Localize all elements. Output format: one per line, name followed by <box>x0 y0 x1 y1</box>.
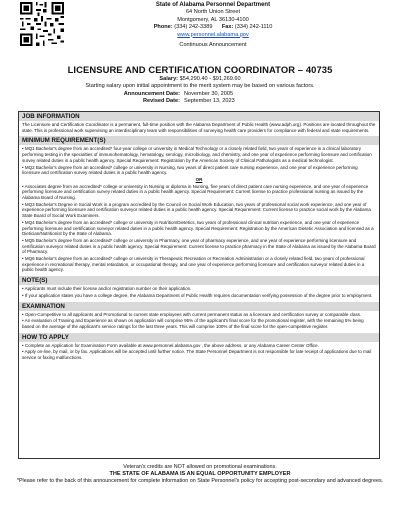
note-item: • If your application states you have a college degree, the Alabama Department of Public Health requires documentation verifying possession of the degree prior to employment. <box>22 292 373 298</box>
revised-date-label: Revised Date: <box>143 98 180 105</box>
salary-value: $54,290.40 - $91,269.60 <box>179 76 241 82</box>
salary-label: Salary: <box>159 76 179 82</box>
department-header <box>108 2 318 49</box>
revised-date-value: September 13, 2023 <box>184 98 235 105</box>
min-req-body <box>19 145 379 276</box>
fax-number: (334) 242-1110 <box>234 24 273 31</box>
veterans-note: Veteran's credits are NOT allowed on promotional examinations. <box>123 464 277 470</box>
notes-heading: NOTE(S) <box>19 276 379 285</box>
min-req-item: • MQ6 Bachelor's degree from an accredited* college or university in Therapeutic Recreation or Recreation Administration or a closely related field, two years of professional experience in recreational therapy, mental retardation, or occupational therapy, and one year of experience performing licensure and certification surveyor related duties in a public health agency. <box>22 256 365 273</box>
job-info-body <box>19 121 379 136</box>
fax-label: Fax: <box>221 24 234 31</box>
apply-item: • Apply on-line, by mail, or by fax. Applications will be accepted until further notice. The State Personnel Department is not responsible for late receipt of applications due to mail service or faxing malfunctions. <box>22 349 372 361</box>
job-info-heading: JOB INFORMATION <box>19 112 379 121</box>
details-box <box>18 111 380 459</box>
footer <box>0 464 400 485</box>
degree-policy-note: *Please refer to the back of this announcement for complete information on State Personnel's policy for accepting post-secondary and advanced degrees. <box>16 477 384 484</box>
department-name: State of Alabama Personnel Department <box>155 2 271 8</box>
min-req-item: • MQ4 Bachelor's degree from an accredited* college or university in Nutrition/Dietetics, two years of professional clinical nutrition experience, and one year of experience performing licensure and certification surveyor related duties in a public health agency. Special Requirement: Registration by the American Dietetic Association and licensed as a Dietician/Nutritionist by the State of Alabama. <box>22 219 374 237</box>
address-line-1: 64 North Union Street <box>185 9 241 16</box>
exam-item: • Open-Competitive to all applicants and Promotional to current state employees with current permanent status as a licensure and certification survey or comparable class. <box>22 311 362 317</box>
announcement-date-row <box>121 91 235 98</box>
salary-block <box>0 76 400 90</box>
notes-body <box>19 285 379 301</box>
min-req-item: • MQ2 Bachelor's degree from an accredited* college or university in Nursing, two years of direct patient care nursing experience, and one year of experience performing licensure and certification survey related duties in a public health agency. <box>22 164 358 176</box>
dates-block <box>121 91 235 106</box>
min-req-item: • Associates degree from an accredited* college or university in Nursing or diploma in Nursing, five years of direct patient care nursing experience, and one year of experience performing licensure and certification survey related duties in a public health agency. Special Requirement: Current license to practice professional nursing as issued by the Alabama Board of Nursing. <box>22 183 369 201</box>
website-link[interactable]: www.personnel.alabama.gov <box>177 31 249 38</box>
contact-line <box>108 24 318 31</box>
exam-heading: EXAMINATION <box>19 302 379 311</box>
qr-code-icon <box>20 2 64 46</box>
exam-body <box>19 311 379 333</box>
phone-label: Phone: <box>153 24 173 31</box>
revised-date-row <box>121 98 235 105</box>
exam-item: • An evaluation of Training and Experience as shown on application will comprise 95% of the applicant's final score for the promotional register, with the remaining 5% being based on the average of the applicant's service ratings for the last three years. This will comprise 100% of the final score for the open-competitive register. <box>22 318 364 329</box>
phone-number: (334) 242-3389 <box>174 24 213 31</box>
job-info-text: The Licensure and Certification Coordinator is a permanent, full-time position with the Alabama Department of Public Health (www.adph.org). Positions are located throughout the state. This is professional work supervising an interdisciplinary team with responsibilities of surveying health care providers for compliance with federal and state requirements. <box>22 122 376 133</box>
apply-heading: HOW TO APPLY <box>19 333 379 342</box>
apply-item: • Complete an Application for Examination Form available at www.personnel.alabama.gov , the above address, or any Alabama Career Center Office. <box>22 342 319 348</box>
min-req-heading: MINIMUM REQUIREMENT(S) <box>19 136 379 145</box>
equal-opportunity-statement: THE STATE OF ALABAMA IS AN EQUAL OPPORTUNITY EMPLOYER <box>109 470 291 477</box>
min-req-item: • MQ1 Bachelor's degree from an accredited* four-year college or university in Medical Technology or a closely related field, two years of experience in a clinical laboratory performing testing in the specialties of immunohematology, hematology, serology, microbiology, and chemistry, and one year of experience performing licensure and certification survey related duties in a public health agency. Special Requirement: Registration by the American Society of Clinical Pathologists as a medical technologist. <box>22 146 372 163</box>
job-title: LICENSURE AND CERTIFICATION COORDINATOR – 40735 <box>67 64 333 75</box>
or-separator: OR <box>195 176 203 182</box>
address-line-2: Montgomery, AL 36130-4100 <box>177 16 249 23</box>
min-req-item: • MQ3 Bachelor's Degree in Social Work in a program accredited by the Council on Social Work Education, two years of professional social work experience, and one year of experience performing licensure and certification surveyor related duties in a public health agency. Special Requirement: Current license to practice social work by the Alabama State Board of Social Work Examiners. <box>22 201 371 219</box>
announcement-date-label: Announcement Date: <box>123 91 180 97</box>
salary-note: Starting salary upon initial appointment to the merit system may be based on various factors. <box>85 83 315 90</box>
min-req-item: • MQ5 Bachelor's degree from an accredited* college or university in Pharmacy, one year of pharmacy experience, and one year of experience performing licensure and certification surveyor related duties in a public health agency. Special Requirement: Current license to practice pharmacy in the State of Alabama as issued by the Alabama Board of Pharmacy. <box>22 237 376 255</box>
apply-body <box>19 342 379 364</box>
note-item: • Applicants must include their license and/or registration number on their application. <box>22 286 192 292</box>
announcement-type: Continuous Announcement <box>179 42 247 49</box>
announcement-date-value: November 30, 2005 <box>184 91 234 97</box>
